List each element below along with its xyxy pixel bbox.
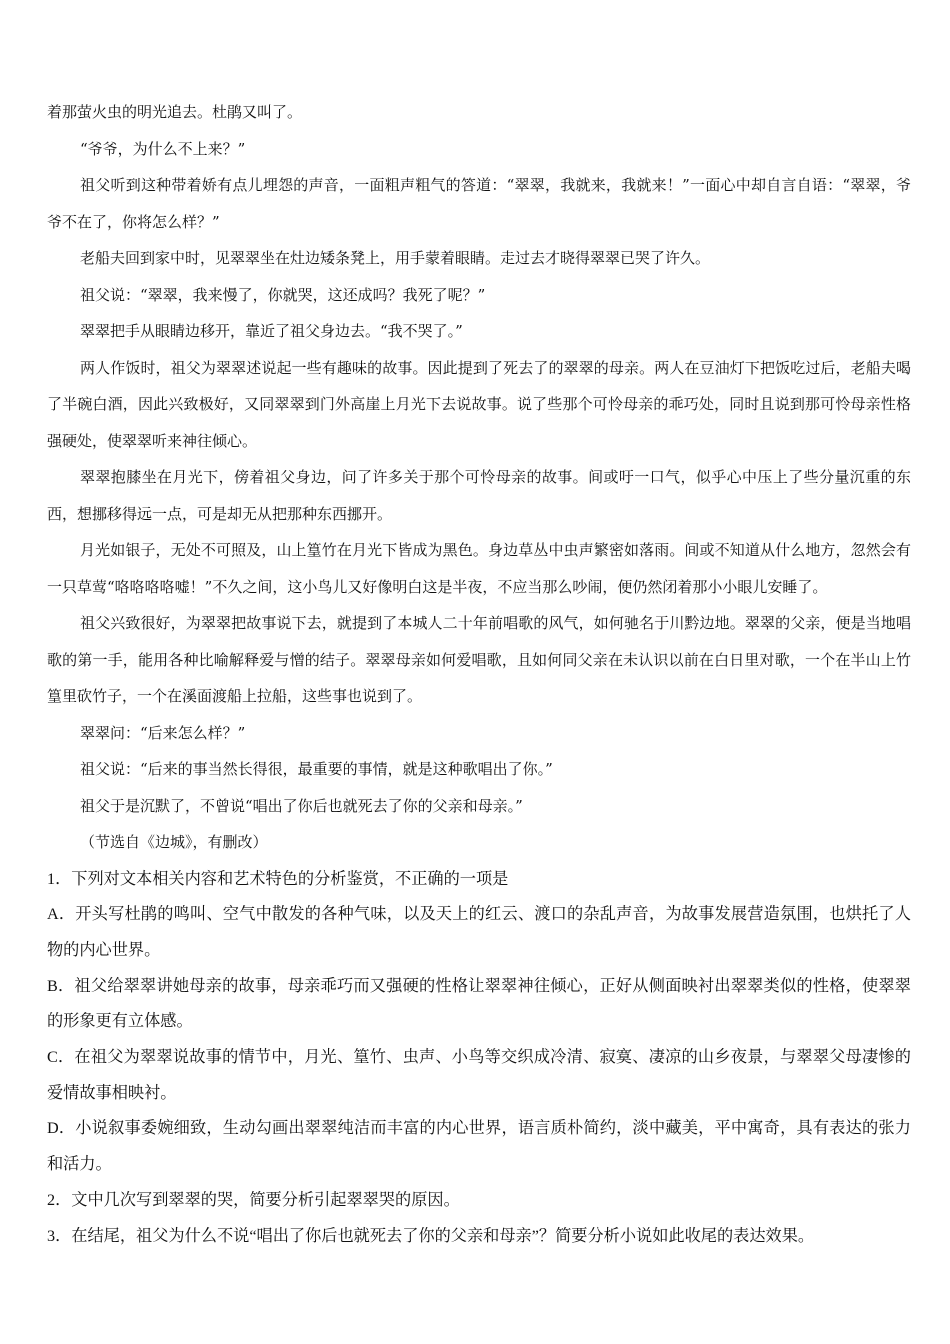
- question-1-option-a: A．开头写杜鹃的鸣叫、空气中散发的各种气味，以及天上的红云、渡口的杂乱声音，为故事发展营造氛围，也烘托了人物的内心世界。: [47, 905, 911, 959]
- passage-paragraph: 月光如银子，无处不可照及，山上篁竹在月光下皆成为黑色。身边草丛中虫声繁密如落雨。间或不知道从什么地方，忽然会有一只草莺“咯咯咯咯嘘！”不久之间，这小鸟儿又好像明白这是半夜，不应当那么吵闹，便仍然闭着那小小眼儿安睡了。: [47, 541, 911, 596]
- question-1: 1．下列对文本相关内容和艺术特色的分析鉴赏，不正确的一项是: [47, 869, 509, 888]
- passage-paragraph: 翠翠抱膝坐在月光下，傍着祖父身边，问了许多关于那个可怜母亲的故事。间或吁一口气，似乎心中压上了些分量沉重的东西，想挪移得远一点，可是却无从把那种东西挪开。: [47, 468, 911, 523]
- passage-paragraph: 祖父说：“后来的事当然长得很，最重要的事情，就是这种歌唱出了你。”: [80, 760, 553, 778]
- passage-paragraph: 着那萤火虫的明光追去。杜鹃又叫了。: [47, 103, 303, 121]
- passage-paragraph: 老船夫回到家中时，见翠翠坐在灶边矮条凳上，用手蒙着眼睛。走过去才晓得翠翠已哭了许久。: [80, 249, 711, 267]
- passage-paragraph: 祖父兴致很好，为翠翠把故事说下去，就提到了本城人二十年前唱歌的风气，如何驰名于川黔边地。翠翠的父亲，便是当地唱歌的第一手，能用各种比喻解释爱与憎的结子。翠翠母亲如何爱唱歌，且如何同父亲在未认识以前在白日里对歌，一个在半山上竹篁里砍竹子，一个在溪面渡船上拉船，这些事也说到了。: [47, 614, 911, 705]
- passage-paragraph: 祖父于是沉默了，不曾说“唱出了你后也就死去了你的父亲和母亲。”: [80, 796, 523, 815]
- question-1-option-b: B．祖父给翠翠讲她母亲的故事，母亲乖巧而又强硬的性格让翠翠神往倾心，正好从侧面映衬出翠翠类似的性格，使翠翠的形象更有立体感。: [47, 976, 911, 1031]
- question-3: 3．在结尾，祖父为什么不说“唱出了你后也就死去了你的父亲和母亲”？简要分析小说如此收尾的表达效果。: [47, 1226, 815, 1245]
- question-2: 2．文中几次写到翠翠的哭，简要分析引起翠翠哭的原因。: [47, 1190, 460, 1209]
- document-page: [47, 94, 911, 1254]
- question-section: [47, 862, 911, 1255]
- passage-paragraph: “爷爷，为什么不上来？”: [80, 139, 246, 158]
- story-passage: [47, 94, 911, 861]
- question-1-option-d: D．小说叙事委婉细致，生动勾画出翠翠纯洁而丰富的内心世界，语言质朴简约，淡中藏美，平中寓奇，具有表达的张力和活力。: [47, 1119, 911, 1174]
- passage-paragraph: 翠翠把手从眼睛边移开，靠近了祖父身边去。“我不哭了。”: [80, 322, 463, 340]
- passage-paragraph: 两人作饭时，祖父为翠翠述说起一些有趣味的故事。因此提到了死去了的翠翠的母亲。两人在豆油灯下把饭吃过后，老船夫喝了半碗白酒，因此兴致极好，又同翠翠到门外高崖上月光下去说故事。说了些那个可怜母亲的乖巧处，同时且说到那可怜母亲性格强硬处，使翠翠听来神往倾心。: [47, 358, 911, 450]
- passage-paragraph: 翠翠问：“后来怎么样？”: [80, 723, 246, 742]
- passage-paragraph: 祖父说：“翠翠，我来慢了，你就哭，这还成吗？我死了呢？”: [80, 285, 486, 304]
- passage-paragraph: 祖父听到这种带着娇有点儿埋怨的声音，一面粗声粗气的答道：“翠翠，我就来，我就来！”一面心中却自言自语：“翠翠，爷爷不在了，你将怎么样？”: [47, 176, 911, 231]
- question-1-option-c: C．在祖父为翠翠说故事的情节中，月光、篁竹、虫声、小鸟等交织成冷清、寂寞、凄凉的山乡夜景，与翠翠父母凄惨的爱情故事相映衬。: [47, 1048, 911, 1102]
- passage-source: （节选自《边城》，有删改）: [80, 833, 268, 851]
